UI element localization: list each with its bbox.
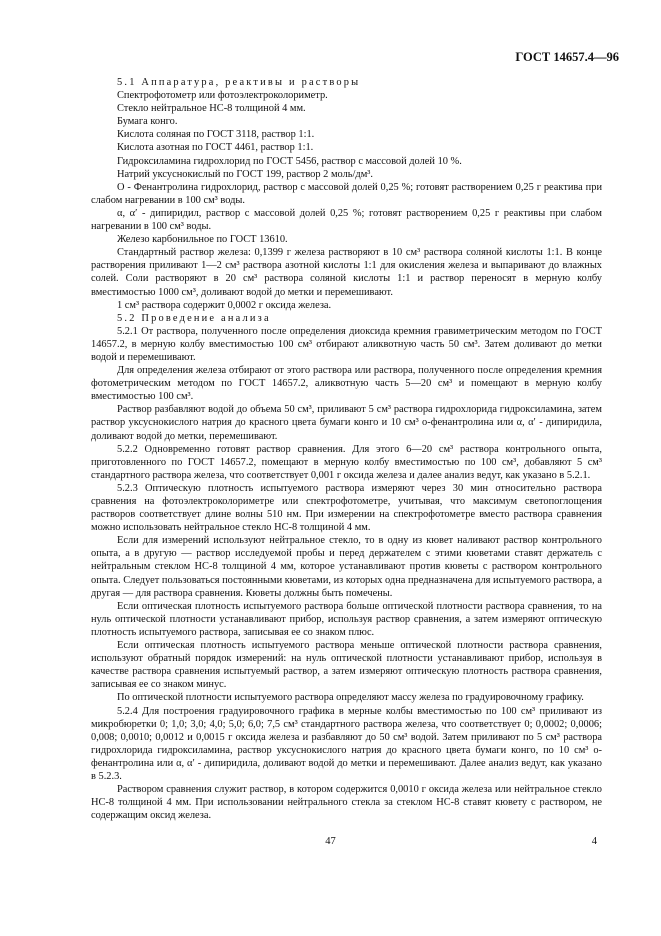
paragraph: α, α′ - дипиридил, раствор с массовой долей 0,25 %; готовят растворением 0,25 г реактивы при слабом нагревании в 100 см³ воды.	[91, 207, 602, 233]
paragraph: 5.2.3 Оптическую плотность испытуемого раствора измеряют через 30 мин относительно раствора сравнения на фотоэлектроколориметре или спектрофотометре, учитывая, что максимум светопоглощения растворов соответствует длине волны 510 нм. При измерении на спектрофотометре вместо раствора сравнения можно использовать нейтральное стекло НС-8 толщиной 4 мм.	[91, 482, 602, 534]
section-heading: 5.2 Проведение анализа	[117, 312, 271, 324]
standard-code-header: ГОСТ 14657.4—96	[515, 50, 619, 64]
paragraph: 1 см³ раствора содержит 0,0002 г оксида железа.	[117, 299, 332, 311]
paragraph: 5.2.2 Одновременно готовят раствор сравнения. Для этого 6—20 см³ раствора контрольного опыта, приготовленного по ГОСТ 14657.2, помещают в мерную колбу вместимостью по 100 см³, добавляют 5 см³ стандартного раствора железа, что соответствует 0,001 г оксида железа и далее анализ ведут, как указано в 5.2.1.	[91, 443, 602, 481]
paragraph: 5.2.4 Для построения градуировочного графика в мерные колбы вместимостью по 100 см³ приливают из микробюретки 0; 1,0; 3,0; 4,0; 5,0; 6,0; 7,5 см³ стандартного раствора железа, что соответствует 0; 0,0002; 0,0006; 0,008; 0,0010; 0,0012 и 0,0015 г оксида железа и разбавляют до 50 см³ водой. Затем приливают по 5 см³ раствора гидрохлорида гидроксиламина, раствор уксуснокислого натрия до красного цвета бумаги конго, по 10 см³ о-фенантролина или α, α′ - дипиридила, доливают водой до метки и перемешивают. Далее анализ ведут, как указано в 5.2.3.	[91, 705, 602, 782]
page-number-center: 47	[325, 836, 336, 847]
paragraph: Кислота азотная по ГОСТ 4461, раствор 1:1.	[117, 142, 314, 154]
paragraph: Спектрофотометр или фотоэлектроколориметр.	[117, 90, 328, 102]
paragraph: По оптической плотности испытуемого раствора определяют массу железа по градуировочному графику.	[117, 692, 584, 704]
paragraph: Раствор разбавляют водой до объема 50 см³, приливают 5 см³ раствора гидрохлорида гидроксиламина, затем раствор уксуснокислого натрия до красного цвета бумаги конго и 10 см³ о-фенантролина или α, α′ - дипиридила, доливают водой до метки, перемешивают.	[91, 404, 602, 442]
section-heading: 5.1 Аппаратура, реактивы и растворы	[117, 77, 361, 88]
document-body	[91, 76, 602, 822]
paragraph: Железо карбонильное по ГОСТ 13610.	[117, 234, 288, 246]
paragraph: Стекло нейтральное НС-8 толщиной 4 мм.	[117, 103, 306, 115]
paragraph: Бумага конго.	[117, 116, 178, 128]
page-footer	[0, 836, 661, 850]
paragraph: Для определения железа отбирают от этого раствора или раствора, полученного после определения кремния фотометрическим методом по ГОСТ 14657.2, аликвотную часть 5—20 см³ и помещают в мерную колбу вместимостью 100 см³.	[91, 365, 602, 403]
paragraph: Натрий уксуснокислый по ГОСТ 199, раствор 2 моль/дм³.	[117, 168, 373, 180]
page-number-right: 4	[591, 836, 597, 847]
paragraph: Если для измерений используют нейтральное стекло, то в одну из кювет наливают раствор контрольного опыта, а в другую — раствор исследуемой пробы и перед держателем с этими кюветами ставят держатель с нейтральным стеклом НС-8 толщиной 4 мм, которое устанавливают против кюветы с раствором контрольного опыта. Следует пользоваться постоянными кюветами, из которых одна предназначена для испытуемого раствора, а другая — для раствора сравнения. Кюветы должны быть помечены.	[91, 535, 602, 599]
paragraph: Если оптическая плотность испытуемого раствора больше оптической плотности раствора сравнения, то на нуль оптической плотности устанавливают прибор, используя раствор сравнения, а затем измеряют оптическую плотность испытуемого раствора, записывая ее со знаком плюс.	[91, 600, 602, 638]
paragraph: Раствором сравнения служит раствор, в котором содержится 0,0010 г оксида железа или нейтральное стекло НС-8 толщиной 4 мм. При использовании нейтрального стекла за стеклом НС-8 ставят кювету с раствором, не содержащим оксид железа.	[91, 784, 602, 822]
paragraph: Гидроксиламина гидрохлорид по ГОСТ 5456, раствор с массовой долей 10 %.	[117, 155, 462, 167]
paragraph: Кислота соляная по ГОСТ 3118, раствор 1:1.	[117, 129, 315, 141]
paragraph: О - Фенантролина гидрохлорид, раствор с массовой долей 0,25 %; готовят растворением 0,25 г реактива при слабом нагревании в 100 см³ воды.	[91, 181, 602, 206]
paragraph: Стандартный раствор железа: 0,1399 г железа растворяют в 10 см³ раствора соляной кислоты 1:1. В конце растворения приливают 1—2 см³ раствора азотной кислоты 1:1 для окисления железа и выпаривают до влажных солей. Соли растворяют в 20 см³ раствора соляной кислоты 1:1 и раствор переносят в мерную колбу вместимостью 1000 см³, доливают водой до метки и перемешивают.	[91, 247, 602, 298]
paragraph: Если оптическая плотность испытуемого раствора меньше оптической плотности раствора сравнения, используют обратный порядок измерений: на нуль оптической плотности устанавливают прибор, используя в качестве раствора сравнения испытуемый раствор, а затем измеряют оптическую плотность раствора сравнения, записывая ее со знаком минус.	[91, 640, 602, 691]
paragraph: 5.2.1 От раствора, полученного после определения диоксида кремния гравиметрическим методом по ГОСТ 14657.2, в мерную колбу вместимостью 100 см³ отбирают аликвотную часть 50 см³. Затем доливают до метки водой и перемешивают.	[91, 325, 602, 363]
